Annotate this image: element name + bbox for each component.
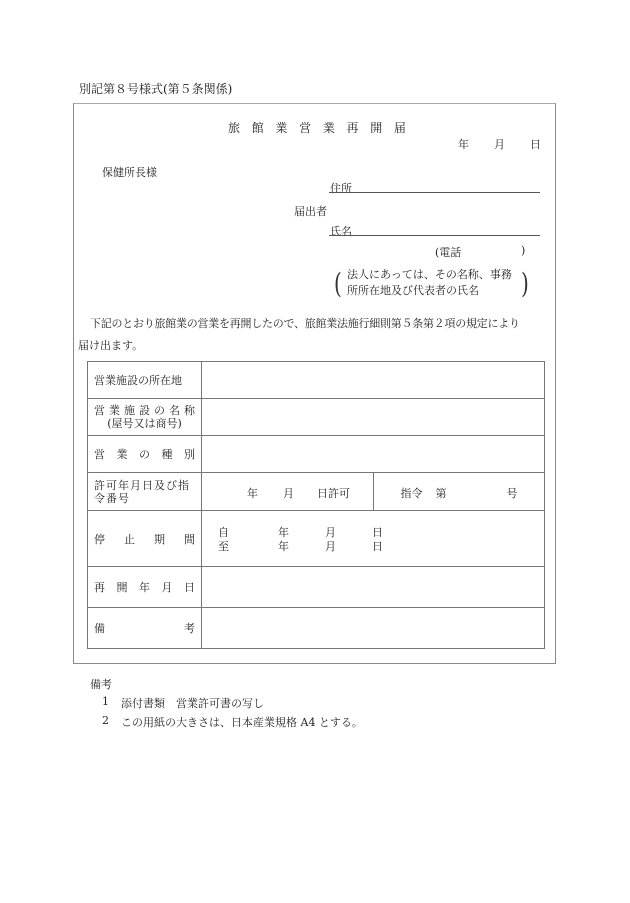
note-item-text: この用紙の大きさは、日本産業規格 A4 とする。 [121,716,363,729]
table-row [88,362,545,399]
title-char: 館 [251,121,264,135]
facility-name-label: 営 業 施 設 の 名 称 (屋号又は商号) [88,399,202,436]
title-char: 旅 [228,121,241,135]
date-year[interactable]: 年 [458,138,469,151]
title-char: 業 [322,121,335,135]
corporate-note-line2: 所所在地及び代表者の氏名 [347,284,479,297]
table-row [88,399,545,436]
phone-open: (電話 [435,246,462,259]
notification-table [87,361,545,649]
permit-label: 許可年月日及び指令番号 [88,473,202,511]
title-char: 開 [370,121,383,135]
remarks-label: 備 考 [88,608,202,649]
reopen-date-label: 再 開 年 月 日 [88,567,202,608]
order-number-field[interactable]: 指令 第 号 [373,473,545,511]
title-char: 営 [299,121,312,135]
form-title [228,119,406,136]
business-type-label: 営 業 の 種 別 [88,436,202,473]
business-type-field[interactable] [202,436,545,473]
title-char: 再 [346,121,359,135]
right-bracket-icon: ) [521,266,529,300]
facility-name-field[interactable] [202,399,545,436]
note-item-num: 2 [102,714,109,727]
date-day[interactable]: 日 [530,138,541,151]
addressee: 保健所長様 [102,166,157,179]
body-text-line2: 届け出ます。 [78,339,144,352]
address-field[interactable] [329,192,540,193]
left-bracket-icon: ( [334,266,342,300]
notes-heading: 備考 [90,678,112,691]
name-label: 氏名 [330,225,352,238]
applicant-label: 届出者 [294,205,327,218]
table-row [88,473,545,511]
note-item-num: 1 [102,695,109,708]
date-month[interactable]: 月 [494,138,505,151]
corporate-note-line1: 法人にあっては、その名称、事務 [347,268,512,281]
name-field[interactable] [329,235,540,236]
remarks-field[interactable] [202,608,545,649]
table-row [88,567,545,608]
suspension-period-label: 停 止 期 間 [88,511,202,567]
table-row [88,511,545,567]
table-row [88,608,545,649]
title-char: 届 [393,121,406,135]
permit-date-field[interactable]: 年 月 日許可 [202,473,374,511]
phone-field[interactable]: ) [521,244,526,257]
note-item-text: 添付書類 営業許可書の写し [121,697,264,710]
address-label: 住所 [330,182,352,195]
table-row [88,436,545,473]
suspension-period-field[interactable]: 自 年 月 日 至 年 月 日 [202,511,545,567]
location-field[interactable] [202,362,545,399]
reopen-date-field[interactable] [202,567,545,608]
title-char: 業 [275,121,288,135]
form-number: 別記第８号様式(第５条関係) [79,82,233,96]
body-text-line1: 下記のとおり旅館業の営業を再開したので、旅館業法施行細則第５条第２項の規定により [90,317,520,330]
location-label: 営業施設の所在地 [88,362,202,399]
